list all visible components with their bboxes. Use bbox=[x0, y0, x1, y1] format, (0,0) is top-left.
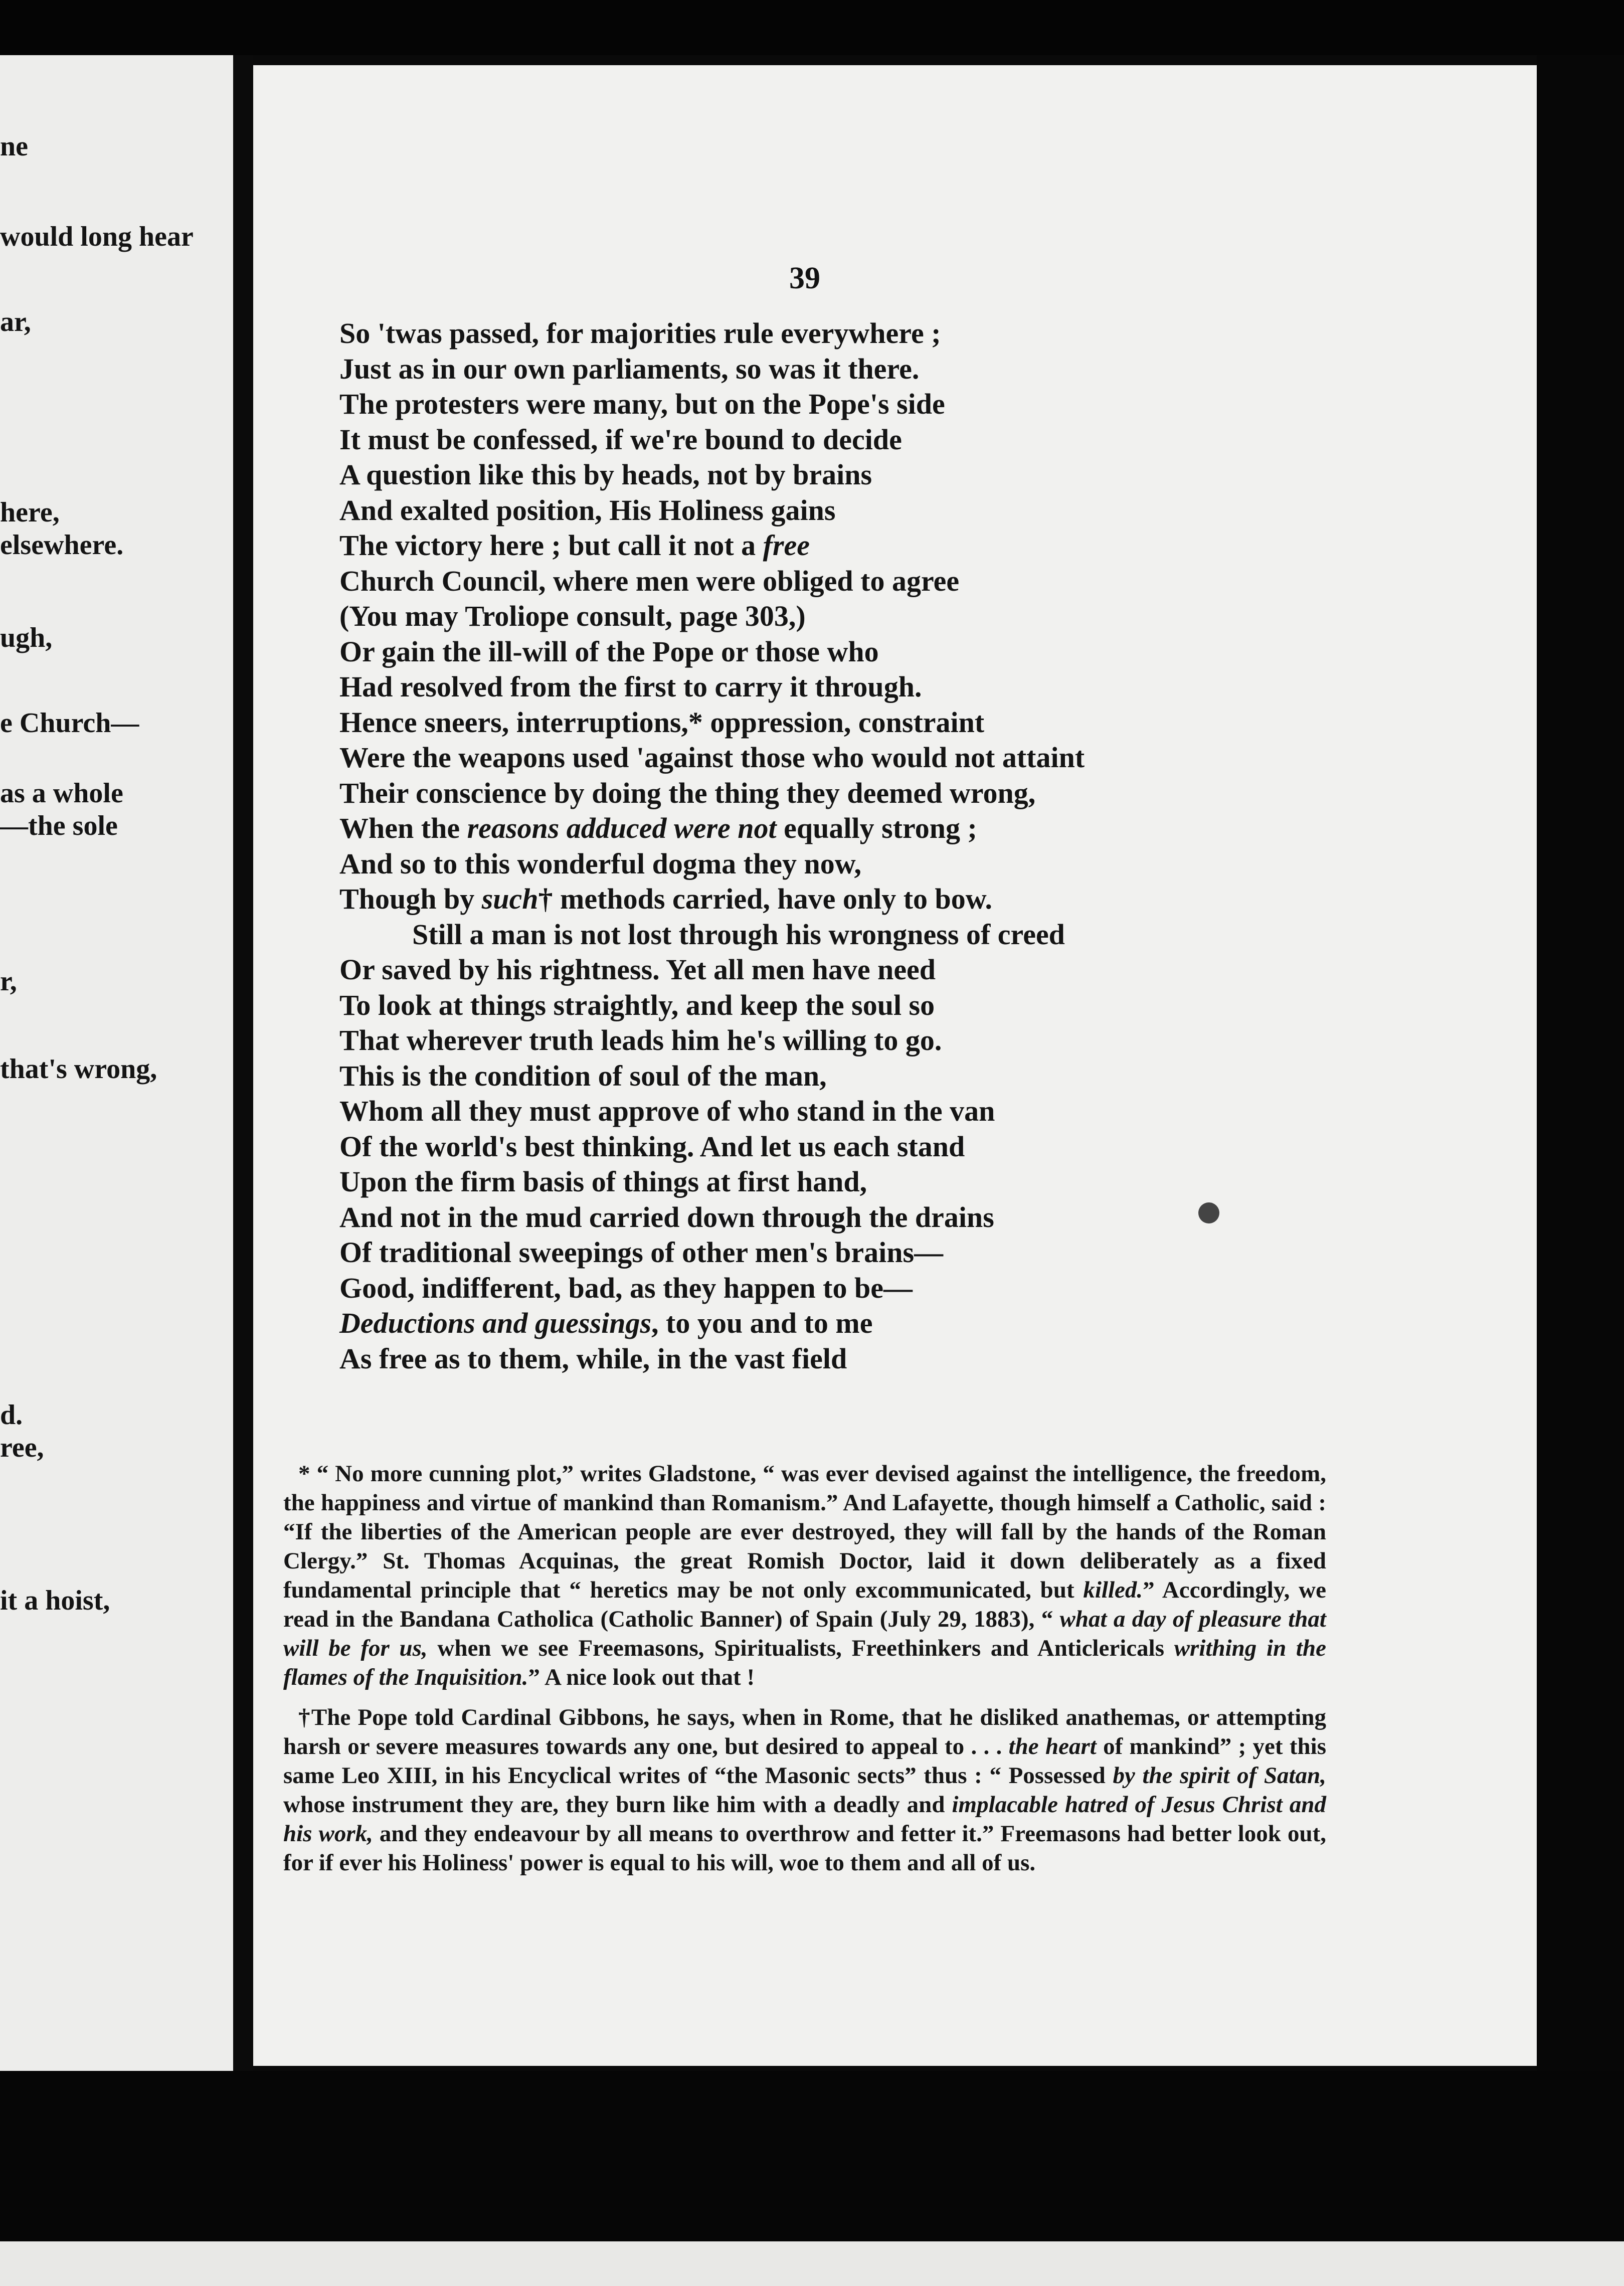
poem-line: That wherever truth leads him he's willing to go. bbox=[339, 1024, 942, 1057]
left-page-fragment: ne bbox=[0, 131, 28, 162]
left-page-fragment: d. bbox=[0, 1399, 23, 1431]
line-segment: When the bbox=[339, 812, 467, 844]
next-page-edge bbox=[0, 2241, 1624, 2286]
left-page-fragment: would long hear bbox=[0, 221, 194, 252]
footnote-text: of mankind” ; yet this same Leo XIII, in his Encyclical writes of “the Masonic sects” thus : “ Possessed bbox=[283, 1733, 1326, 1789]
left-page-fragment: as a whole bbox=[0, 778, 123, 809]
page-gutter bbox=[233, 55, 253, 2071]
footnote-italic-phrase: killed. bbox=[1083, 1577, 1143, 1603]
poem-line: A question like this by heads, not by brains bbox=[339, 458, 872, 491]
left-facing-page bbox=[0, 55, 233, 2071]
top-scan-border bbox=[0, 0, 1624, 55]
poem-line: To look at things straightly, and keep the soul so bbox=[339, 988, 935, 1021]
poem-line: And exalted position, His Holiness gains bbox=[339, 493, 836, 526]
left-page-fragment: it a hoist, bbox=[0, 1585, 110, 1616]
poem-line: Upon the firm basis of things at first hand, bbox=[339, 1165, 867, 1198]
left-page-fragment: elsewhere. bbox=[0, 530, 124, 561]
italic-phrase: Deductions and guessings bbox=[339, 1307, 652, 1339]
poem-line: Still a man is not lost through his wrongness of creed bbox=[412, 918, 1065, 951]
italic-phrase: reasons adduced were not bbox=[467, 812, 777, 844]
left-page-fragment: —the sole bbox=[0, 810, 118, 841]
poem-line bbox=[339, 882, 1442, 917]
poem-line bbox=[339, 811, 1442, 846]
poem-line: As free as to them, while, in the vast field bbox=[339, 1342, 847, 1375]
left-page-fragment: e Church— bbox=[0, 708, 139, 739]
footnote-text: ” A nice look out that ! bbox=[528, 1664, 755, 1690]
footnote-italic-phrase: what a day of pleasure that will be for us, bbox=[283, 1606, 1326, 1661]
page-number: 39 bbox=[789, 261, 820, 295]
poem-line: Of traditional sweepings of other men's brains— bbox=[339, 1236, 944, 1269]
footnote-italic-phrase: by the spirit of Satan, bbox=[1113, 1763, 1326, 1789]
right-scan-border bbox=[1537, 55, 1624, 2071]
line-segment: Though by bbox=[339, 883, 482, 915]
footnote-text: ” Accordingly, we read in the Bandana Catholica (Catholic Banner) of Spain (July 29, 1883), “ bbox=[283, 1577, 1326, 1632]
left-page-fragment: ar, bbox=[0, 306, 31, 337]
poem-line: Or gain the ill-will of the Pope or those who bbox=[339, 635, 879, 668]
poem-line: Or saved by his rightness. Yet all men have need bbox=[339, 953, 936, 986]
poem-line: This is the condition of soul of the man, bbox=[339, 1059, 827, 1092]
line-segment: equally strong ; bbox=[776, 812, 977, 844]
footnote bbox=[283, 1703, 1326, 1877]
line-segment: , to you and to me bbox=[651, 1307, 873, 1339]
footnote-italic-phrase: the heart bbox=[1008, 1733, 1097, 1760]
line-segment: † methods carried, have only to bow. bbox=[538, 883, 992, 915]
poem-line: Church Council, where men were obliged to agree bbox=[339, 564, 960, 597]
poem-line: (You may Troliope consult, page 303,) bbox=[339, 600, 806, 632]
left-page-fragment: ugh, bbox=[0, 622, 53, 653]
main-page bbox=[253, 65, 1537, 2066]
footnote-italic-phrase: writhing in the flames of the Inquisition. bbox=[283, 1635, 1326, 1690]
italic-phrase: free bbox=[763, 529, 810, 562]
footnote-text: †The Pope told Cardinal Gibbons, he says, when in Rome, that he disliked anathemas, or attempting harsh or severe measures towards any one, but desired to appeal to . . . bbox=[283, 1704, 1326, 1760]
poem-text bbox=[339, 316, 1442, 1376]
left-page-fragment: r, bbox=[0, 966, 17, 997]
left-page-fragment: here, bbox=[0, 497, 60, 528]
poem-line: And not in the mud carried down through the drains bbox=[339, 1200, 994, 1234]
poem-line: Their conscience by doing the thing they deemed wrong, bbox=[339, 776, 1036, 809]
poem-line: It must be confessed, if we're bound to decide bbox=[339, 423, 902, 456]
poem-line: Were the weapons used 'against those who would not attaint bbox=[339, 741, 1085, 774]
footnote-text: whose instrument they are, they burn like him with a deadly and bbox=[283, 1792, 952, 1818]
poem-line: Of the world's best thinking. And let us each stand bbox=[339, 1130, 965, 1163]
footnotes bbox=[283, 1459, 1326, 1888]
poem-line: Had resolved from the first to carry it through. bbox=[339, 670, 922, 703]
poem-line: Good, indifferent, bad, as they happen to be— bbox=[339, 1271, 913, 1304]
poem-line bbox=[339, 1306, 1442, 1341]
poem-line bbox=[339, 528, 1442, 564]
poem-line: And so to this wonderful dogma they now, bbox=[339, 847, 861, 880]
line-segment: The victory here ; but call it not a bbox=[339, 529, 763, 562]
poem-line: Just as in our own parliaments, so was it there. bbox=[339, 352, 920, 385]
ink-smudge bbox=[1198, 1202, 1219, 1223]
left-page-fragment: that's wrong, bbox=[0, 1053, 157, 1085]
italic-phrase: such bbox=[481, 883, 538, 915]
poem-line: Hence sneers, interruptions,* oppression, constraint bbox=[339, 706, 985, 739]
footnote-text: when we see Freemasons, Spiritualists, Freethinkers and Anticlericals bbox=[427, 1635, 1174, 1661]
poem-line: The protesters were many, but on the Pope's side bbox=[339, 388, 945, 420]
footnote-italic-phrase: implacable hatred of Jesus Christ and his work, bbox=[283, 1792, 1326, 1847]
footnote-text: * “ No more cunning plot,” writes Gladstone, “ was ever devised against the intelligence, the freedom, the happiness and virtue of mankind than Romanism.” And Lafayette, though himself a Catholic, said : “If the liberties of the American people are ever destroyed, they will fall by the hands of the Roman Clergy.” St. Thomas Acquinas, the great Romish Doctor, laid it down deliberately as a fixed fundamental principle that “ heretics may be not only excommunicated, but bbox=[283, 1461, 1326, 1603]
footnote-text: and they endeavour by all means to overthrow and fetter it.” Freemasons had better look out, for if ever his Holiness' power is equal to his will, woe to them and all of us. bbox=[283, 1821, 1326, 1876]
left-page-fragment: ree, bbox=[0, 1432, 44, 1463]
footnote bbox=[283, 1459, 1326, 1692]
poem-line: Whom all they must approve of who stand in the van bbox=[339, 1095, 995, 1127]
poem-line: So 'twas passed, for majorities rule everywhere ; bbox=[339, 317, 941, 349]
